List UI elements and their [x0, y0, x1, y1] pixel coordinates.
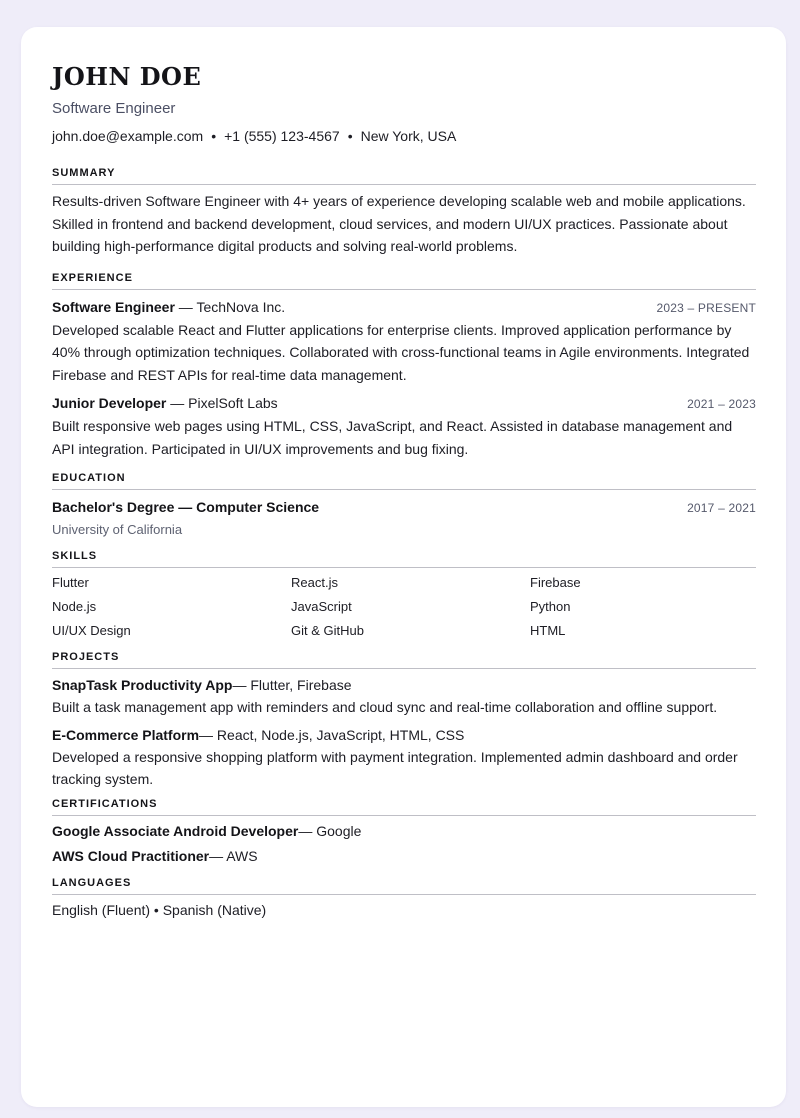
project-header [52, 674, 756, 696]
summary-text: Results-driven Software Engineer with 4+ years of experience developing scalable web and mobile applications. Skilled in frontend and backend development, cloud services, and modern UI/UX practices. Passionate about building high-performance digital products and solving real-world problems. [52, 193, 746, 254]
job-dates: 2021 – 2023 [687, 397, 756, 411]
section-heading-experience: EXPERIENCE [52, 272, 756, 290]
separator-dot: • [347, 128, 353, 144]
project-header [52, 724, 756, 746]
section-heading-projects: PROJECTS [52, 651, 756, 669]
separator-dot: • [211, 128, 217, 144]
skill-item: JavaScript [291, 599, 352, 614]
education-dates: 2017 – 2021 [687, 501, 756, 515]
certification-issuer: — AWS [209, 847, 258, 864]
candidate-title: Software Engineer [52, 100, 176, 117]
job-description: Developed scalable React and Flutter applications for enterprise clients. Improved application performance by 40% through optimization techniques. Collaborated with cross-functional teams in Agile environments. Integrated Firebase and REST APIs for real-time data management. [52, 321, 750, 383]
skill-item: Git & GitHub [291, 623, 364, 638]
job-dates: 2023 – PRESENT [656, 300, 756, 315]
project-tech: — Flutter, Firebase [232, 677, 352, 693]
certification-item [52, 844, 756, 869]
section-heading-skills: SKILLS [52, 550, 756, 568]
certification-item [52, 819, 756, 844]
project-name: SnapTask Productivity App [52, 677, 233, 693]
job-role: Software Engineer [52, 298, 175, 315]
languages-text: English (Fluent) • Spanish (Native) [52, 901, 267, 918]
section-heading-certifications: CERTIFICATIONS [52, 798, 756, 816]
phone-text: +1 (555) 123-4567 [224, 128, 340, 144]
job-role: Junior Developer [52, 395, 167, 411]
education-item-header [52, 496, 756, 519]
section-heading-languages: LANGUAGES [52, 877, 756, 895]
section-heading-education: EDUCATION [52, 472, 756, 490]
job-description: Built responsive web pages using HTML, CSS, JavaScript, and React. Assisted in database management and API integration. Participated in UI/UX improvements and bug fixing. [52, 418, 733, 457]
resume-card [21, 27, 786, 1107]
email-text: john.doe@example.com [52, 128, 204, 144]
section-heading-summary: SUMMARY [52, 167, 756, 185]
skill-item: HTML [530, 623, 566, 638]
school-name: University of California [52, 522, 183, 537]
contact-line [52, 126, 756, 146]
certification-name: AWS Cloud Practitioner [52, 847, 210, 864]
certification-name: Google Associate Android Developer [52, 822, 299, 839]
experience-item-header [52, 296, 756, 319]
skill-item: Firebase [530, 575, 581, 590]
project-tech: — React, Node.js, JavaScript, HTML, CSS [199, 726, 465, 743]
skill-item: Flutter [52, 575, 89, 590]
location-text: New York, USA [360, 128, 457, 144]
skill-item: React.js [291, 575, 338, 590]
skills-grid [52, 571, 756, 643]
education-title [52, 496, 319, 518]
skill-item: UI/UX Design [52, 623, 131, 638]
project-description: Developed a responsive shopping platform with payment integration. Implemented admin dashboard and order tracking system. [52, 748, 738, 787]
skill-item: Node.js [52, 599, 97, 614]
skill-item: Python [530, 599, 571, 614]
experience-item-header [52, 392, 756, 415]
candidate-name: JOHN DOE [52, 62, 202, 91]
job-company: — PixelSoft Labs [166, 395, 278, 411]
degree-text: Bachelor's Degree — Computer Science [52, 499, 320, 515]
experience-title [52, 296, 285, 318]
project-name: E-Commerce Platform [52, 726, 200, 743]
experience-title [52, 392, 278, 414]
project-description: Built a task management app with reminders and cloud sync and real-time collaboration and offline support. [52, 699, 718, 715]
certification-issuer: — Google [298, 822, 362, 839]
job-company: — TechNova Inc. [174, 298, 286, 315]
